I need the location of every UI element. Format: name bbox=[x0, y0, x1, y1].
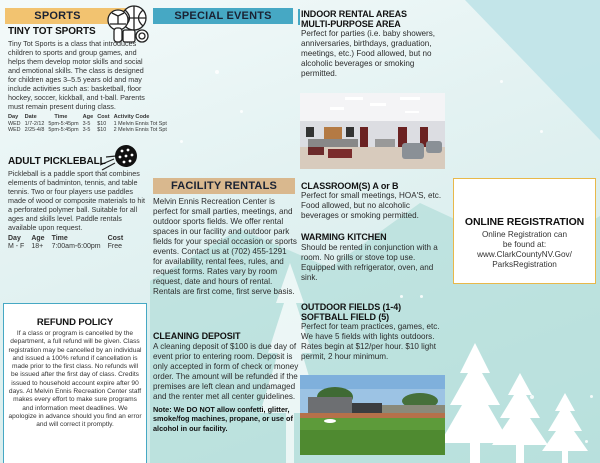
accent-bar bbox=[298, 9, 300, 25]
tiny-tot-schedule-table bbox=[8, 114, 171, 134]
table-row: M - F 18+ 7:00am-6:00pm Free bbox=[8, 243, 122, 250]
pickleball-title: ADULT PICKLEBALL bbox=[8, 156, 106, 167]
facility-description: Melvin Ennis Recreation Center is perfect for small parties, meetings, and outdoor sports fields. We offer rental spaces in our facility and outdoor park fields for your special occasion or sports events. Contact us at (702) 455-1291 for availability, rental fees, rules, and request forms. Rates vary by room request, date and hours of rental. Rentals are first come, first serve basis. bbox=[153, 197, 297, 296]
cleaning-deposit-text: A cleaning deposit of $100 is due day of event prior to entering room. Deposit is only accepted in form of check or money order. The amount will be refunded if the premises are left clean and undamaged and the renter met all center guidelines. bbox=[153, 342, 299, 401]
classroom-text: Perfect for small meetings, HOA'S, etc. Food allowed, but no alcoholic beverages or smoking permitted. bbox=[301, 191, 442, 220]
cleaning-deposit-section bbox=[153, 331, 299, 433]
facility-rentals-section bbox=[153, 197, 298, 297]
outdoor-fields-title: OUTDOOR FIELDS (1-4) bbox=[301, 302, 402, 312]
table-header-row: Day Age Time Cost bbox=[8, 235, 124, 242]
multi-purpose-title: MULTI-PURPOSE AREA bbox=[301, 19, 401, 29]
indoor-rental-section bbox=[301, 9, 448, 79]
table-header-row bbox=[8, 114, 171, 121]
multi-purpose-text: Perfect for parties (i.e. baby showers, anniversaries, birthdays, graduation, meetings, etc.) Food allowed, but no alcoholic beverages or smoking permitted. bbox=[301, 29, 436, 78]
col-date: Date bbox=[24, 114, 37, 120]
tiny-tot-title: TINY TOT SPORTS bbox=[8, 26, 96, 37]
warming-kitchen-text: Should be rented in conjunction with a room. No grills or stove top use. Equipped with refrigerator, oven, and sink. bbox=[301, 243, 438, 282]
refund-policy-title: REFUND POLICY bbox=[36, 317, 114, 328]
col-age: Age bbox=[82, 114, 94, 120]
rental-areas-column bbox=[298, 0, 448, 463]
refund-policy-box bbox=[3, 303, 147, 463]
facility-note: Note: We DO NOT allow confetti, glitter, smoke/fog machines, propane, or use of alcohol in our facility. bbox=[153, 405, 293, 433]
warming-kitchen-title: WARMING KITCHEN bbox=[301, 232, 387, 242]
indoor-rental-title: INDOOR RENTAL AREAS bbox=[301, 9, 407, 19]
multi-purpose-room-photo bbox=[300, 93, 445, 169]
col-cost: Cost bbox=[97, 114, 110, 120]
online-registration-box bbox=[453, 178, 596, 284]
tiny-tot-sports-section bbox=[8, 26, 167, 134]
outdoor-fields-text: Perfect for team practices, games, etc. We have 5 fields with lights outdoors. Rates begin at $12/per hour. $10 light permit, 2 hour minimum. bbox=[301, 322, 440, 361]
registration-url-link-cont[interactable]: ParksRegistration bbox=[492, 260, 557, 269]
warming-kitchen-section bbox=[301, 232, 448, 283]
registration-column bbox=[448, 0, 600, 463]
softball-field-photo bbox=[300, 375, 445, 455]
classroom-section bbox=[301, 181, 448, 221]
col-day: Day bbox=[8, 114, 19, 120]
col-time: Time bbox=[54, 114, 68, 120]
special-events-header: SPECIAL EVENTS bbox=[153, 8, 293, 24]
pickleball-schedule-table bbox=[8, 235, 130, 251]
online-registration-title: ONLINE REGISTRATION bbox=[464, 216, 585, 228]
outdoor-fields-section bbox=[301, 302, 448, 362]
col-activity-code: Activity Code bbox=[113, 114, 150, 120]
registration-url-link[interactable]: www.ClarkCountyNV.Gov/ bbox=[477, 250, 572, 259]
table-row: WED 2/25-4/8 5pm-5:45pm 3-5 $10 2 Melvin Ennis Tot Spt bbox=[8, 127, 167, 133]
sports-header: SPORTS bbox=[5, 8, 130, 24]
softball-field-title: SOFTBALL FIELD (5) bbox=[301, 312, 390, 322]
tiny-tot-description: Tiny Tot Sports is a class that introduces children to sports and group games, and helps them develop motor skills and social and emotional skills. The class is designed for children ages 3–5.5 years old and may include activities such as: basketball, floor hockey, soccer, kickball, and t-ball. Parents must remain present during class. bbox=[8, 39, 145, 111]
online-registration-line2: be found at: bbox=[502, 240, 547, 249]
facility-rentals-header: FACILITY RENTALS bbox=[153, 178, 295, 194]
adult-pickleball-section bbox=[8, 157, 148, 251]
refund-policy-text: If a class or program is cancelled by the department, a full refund will be given. Class registration may be cancelled by an individual and issued a 100% refund if cancellation is made prior to the first class. No refunds will be issued after the first day of class. Credits issued to household account expire after 90 days. At Melvin Ennis Recreation Center staff makes every effort to make sure programs and information meet deadlines. We apologize in advance should you find an error and will correct it promptly. bbox=[8, 330, 142, 429]
cleaning-deposit-title: CLEANING DEPOSIT bbox=[153, 331, 241, 341]
table-row: WED 1/7-2/12 5pm-5:45pm 3-5 $10 1 Melvin Ennis Tot Spt bbox=[8, 120, 167, 127]
classroom-title: CLASSROOM(S) A or B bbox=[301, 181, 399, 191]
online-registration-line1: Online Registration can bbox=[481, 230, 568, 239]
special-events-column bbox=[150, 0, 298, 463]
pickleball-description: Pickleball is a paddle sport that combines elements of badminton, tennis, and table tennis. Two or four players use paddles made of wood or composite materials to hit a perforated polymer ball. Suitable for all ages and skills level. Paddle rentals available upon request. bbox=[8, 169, 146, 232]
sports-column bbox=[0, 0, 167, 463]
